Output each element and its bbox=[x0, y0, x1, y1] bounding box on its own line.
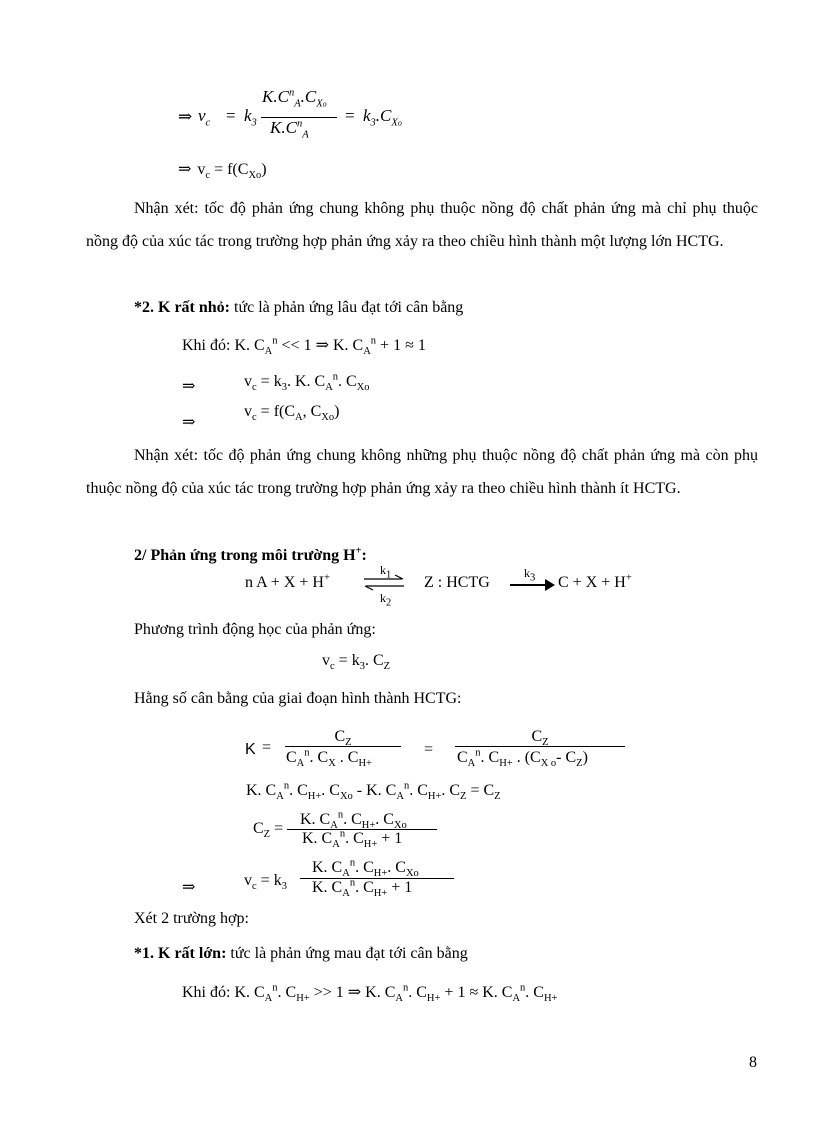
equation-vc-function: ⇒ $v_c = f(C_{Xo})$ bbox=[178, 161, 267, 182]
case-2-condition: Khi đó: K. $C_A^n << 1$ ⇒ K. $C_A^n + 1 \approx 1$ bbox=[182, 335, 426, 358]
implies-symbol: ⇒ bbox=[182, 879, 196, 896]
k2-label: $k_2$ bbox=[380, 591, 392, 609]
fraction-denominator: $K.C^n_A$ bbox=[270, 118, 309, 141]
forward-arrow-icon bbox=[508, 578, 556, 592]
reactants: n A + X + H+ bbox=[245, 572, 330, 591]
fraction-1-numerator: $C_Z$ bbox=[334, 728, 352, 749]
kinetic-equation-label: Phương trình động học của phản ứng: bbox=[134, 621, 376, 638]
vc-denominator: K. $C_A^n$. $C_{H+} + 1$ bbox=[312, 877, 413, 900]
vc-lhs: $v_c = k_3$ bbox=[244, 872, 287, 893]
implies-symbol: ⇒ bbox=[182, 378, 196, 395]
case-1-condition: Khi đó: K. $C_A^n$. $C_{H+} >> 1$ ⇒ K. $C_A^n$. $C_{H+} + 1 \approx K$. $C_A^n$. $C_{H+}$ bbox=[182, 982, 558, 1005]
rate-expression: $v_c = k_3$. K. $C_A^n$. $C_{Xo}$ bbox=[244, 371, 370, 394]
eq-rhs: $k_3.C_{Xo}$ bbox=[363, 106, 402, 129]
cz-denominator: K. $C_A^n$. $C_{H+} + 1$ bbox=[302, 828, 403, 851]
products: C + X + H+ bbox=[558, 572, 632, 591]
case-1-heading: *1. K rất lớn: tức là phản ứng mau đạt tới cân bằng bbox=[134, 945, 468, 962]
K-symbol: K bbox=[245, 741, 256, 758]
case-2-heading: *2. K rất nhỏ: tức là phản ứng lâu đạt tới cân bằng bbox=[134, 299, 464, 316]
implies-symbol: ⇒ bbox=[178, 161, 192, 178]
eq-lhs: $v_c$ bbox=[198, 106, 211, 129]
equals-sign: = bbox=[424, 741, 434, 758]
equilibrium-arrow-icon bbox=[362, 573, 406, 593]
section-heading: 2/ Phản ứng trong môi trường H+: bbox=[134, 545, 367, 564]
implies-symbol: ⇒ bbox=[178, 107, 193, 126]
equilibrium-expanded: K. $C_A^n$. $C_{H+}$. $C_{Xo}$ - K. $C_A^n$. $C_{H+}$. $C_Z = C_Z$ bbox=[246, 780, 501, 803]
cz-numerator: K. $C_A^n$. $C_{H+}$. $C_{Xo}$ bbox=[300, 809, 407, 832]
equals-sign: = bbox=[226, 106, 236, 125]
fraction-2-denominator: $C_A^n$. $C_{H+}$ . ($C_{X o}-$ $C_Z$) bbox=[457, 747, 588, 770]
cases-label: Xét 2 trường hợp: bbox=[134, 910, 249, 927]
k3-label: $k_3$ bbox=[524, 566, 536, 584]
fraction-bar bbox=[285, 746, 401, 747]
intermediate-complex: Z : HCTG bbox=[424, 574, 490, 591]
fraction-1-denominator: $C_A^n$. $C_X$ . $C_{H+}$ bbox=[286, 747, 372, 770]
vc-numerator: K. $C_A^n$. $C_{H+}$. $C_{Xo}$ bbox=[312, 857, 419, 880]
remark-paragraph-2: Nhận xét: tốc độ phản ứng chung không những phụ thuộc nồng độ chất phản ứng mà còn phụ thuộc nồng độ của xúc tác trong trường hợp phản ứng xảy ra theo chiều hình thành ít HCTG. bbox=[86, 447, 758, 497]
equals-sign: = bbox=[345, 106, 355, 125]
page-number: 8 bbox=[749, 1054, 757, 1071]
fraction-numerator: $K.C^n_A.C_{Xo}$ bbox=[262, 87, 327, 110]
equilibrium-constant-label: Hằng số cân bằng của giai đoạn hình thành HCTG: bbox=[134, 690, 462, 707]
rate-function: $v_c = f(C_A$, $C_{Xo}$) bbox=[244, 403, 340, 424]
cz-lhs: $C_Z$ = bbox=[253, 820, 284, 841]
implies-symbol: ⇒ bbox=[182, 414, 196, 431]
k1-label: $k_1$ bbox=[380, 563, 392, 581]
kinetic-equation: $v_c = k_3$. $C_Z$ bbox=[322, 652, 391, 673]
rate-constant: $k_3$ bbox=[244, 106, 257, 129]
equals-sign: = bbox=[262, 739, 272, 756]
fraction-2-numerator: $C_Z$ bbox=[531, 728, 549, 749]
remark-paragraph-1: Nhận xét: tốc độ phản ứng chung không phụ thuộc nồng độ chất phản ứng mà chỉ phụ thuộc nồng độ của xúc tác trong trường hợp phản ứng xảy ra theo chiều hình thành một lượng lớn HCTG. bbox=[86, 200, 758, 250]
